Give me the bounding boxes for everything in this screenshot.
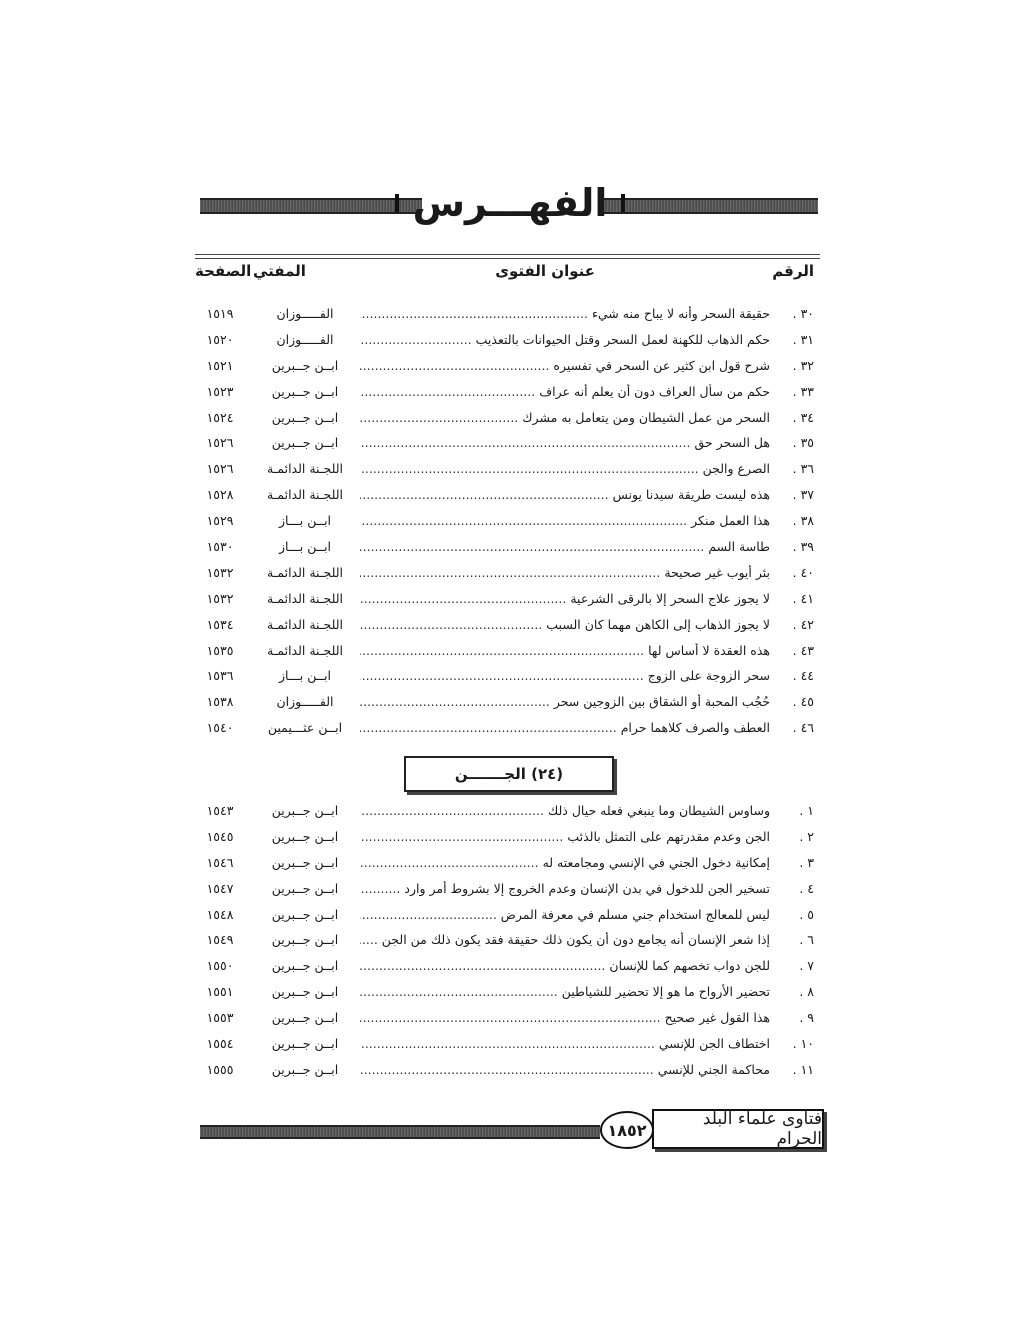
entry-mufti: ابــن جــبرين [271, 435, 339, 451]
fatwa-list-jinn [195, 799, 820, 1084]
entry-mufti: ابــن جــبرين [271, 984, 339, 1000]
entry-mufti: اللجـنة الدائمـة [267, 461, 343, 477]
entry-page: ١٥٣٢ [206, 564, 234, 580]
table-row [195, 431, 820, 457]
entry-number: ٣٥ . [792, 435, 814, 451]
entry-title: إذا شعر الإنسان أنه يجامع دون أن يكون ذلك حقيقة فقد يكون ذلك من الجن ..... [360, 932, 770, 947]
entry-title: لا يجوز الذهاب إلى الكاهن مهما كان السبب ..... [360, 617, 770, 632]
entry-number: ٣٣ . [792, 383, 814, 399]
entry-title: حقيقة السحر وأنه لا يباح منه شيء ..... [360, 306, 770, 321]
entry-page: ١٥٤٩ [206, 932, 234, 948]
entry-page: ١٥٤٠ [206, 720, 234, 736]
entry-mufti: ابــن جــبرين [271, 828, 339, 844]
entry-title: اختطاف الجن للإنسي ..... [360, 1036, 770, 1051]
entry-title: إمكانية دخول الجني في الإنسي ومجامعته له ..... [360, 855, 770, 870]
entry-page: ١٥١٩ [206, 306, 234, 321]
entry-title: محاكمة الجني للإنسي ..... [360, 1062, 770, 1077]
entry-number: ٣٧ . [792, 487, 814, 503]
entry-number: ٣١ . [792, 331, 814, 347]
entry-number: ٤٢ . [792, 616, 814, 632]
entry-title: السحر من عمل الشيطان ومن يتعامل به مشرك ..... [360, 410, 770, 425]
entry-page: ١٥٥١ [206, 984, 234, 1000]
entry-number: ١١ . [792, 1061, 814, 1077]
entry-page: ١٥٣٤ [206, 616, 234, 632]
table-row [195, 509, 820, 535]
entry-mufti: الفـــــوزان [276, 694, 334, 710]
entry-number: ٥ . [799, 906, 814, 922]
entry-mufti: ابــن جــبرين [271, 854, 339, 870]
entry-number: ٣٩ . [792, 539, 814, 555]
top-divider [195, 254, 820, 255]
entry-mufti: ابــن جــبرين [271, 906, 339, 922]
entry-page: ١٥٥٤ [206, 1036, 234, 1052]
entry-page: ١٥٢٨ [206, 487, 234, 503]
entry-number: ٤٦ . [792, 720, 814, 736]
entry-mufti: ابــن جــبرين [271, 803, 339, 818]
entry-title: هذه ليست طريقة سيدنا يونس ..... [360, 487, 770, 502]
entry-title: هذا القول غير صحيح ..... [360, 1010, 770, 1025]
entry-page: ١٥٢٩ [206, 513, 234, 529]
entry-mufti: الفـــــوزان [276, 331, 334, 347]
entry-page: ١٥٤٦ [206, 854, 234, 870]
table-row [195, 457, 820, 483]
entry-title: سحر الزوجة على الزوج ..... [360, 668, 770, 683]
entry-mufti: ابــن بـــاز [278, 513, 332, 529]
table-row [195, 1032, 820, 1058]
entry-page: ١٥٥٣ [206, 1010, 234, 1026]
entry-number: ٣٤ . [792, 409, 814, 425]
square-bullet-icon [395, 194, 399, 212]
header-rule-left [200, 198, 422, 214]
entry-mufti: ابــن جــبرين [271, 1010, 339, 1026]
entry-title: هل السحر حق ..... [360, 435, 770, 450]
table-row [195, 799, 820, 825]
entry-title: شرح قول ابن كثير عن السحر في تفسيره ..... [360, 358, 770, 373]
table-row [195, 406, 820, 432]
entry-page: ١٥٢٤ [206, 409, 234, 425]
entry-title: تحضير الأرواح ما هو إلا تحضير للشياطين ..... [360, 984, 770, 999]
entry-page: ١٥٣٦ [206, 668, 234, 684]
entry-number: ٤٣ . [792, 642, 814, 658]
entry-title: طاسة السم ..... [360, 539, 770, 554]
entry-title: بئر أيوب غير صحيحة ..... [360, 565, 770, 580]
entry-mufti: ابــن جــبرين [271, 357, 339, 373]
book-title-box: فتاوى علماء البلد الحرام [652, 1109, 824, 1149]
entry-page: ١٥٣٨ [206, 694, 234, 710]
table-row [195, 980, 820, 1006]
entry-page: ١٥٤٥ [206, 828, 234, 844]
table-row [195, 613, 820, 639]
entry-page: ١٥٢٦ [206, 435, 234, 451]
entry-number: ٣٨ . [792, 513, 814, 529]
entry-number: ٣٢ . [792, 357, 814, 373]
table-row [195, 354, 820, 380]
column-headers [195, 262, 820, 288]
entry-page: ١٥٤٨ [206, 906, 234, 922]
table-row [195, 483, 820, 509]
entry-page: ١٥٢٦ [206, 461, 234, 477]
entry-mufti: ابــن بـــاز [278, 539, 332, 555]
entry-mufti: ابــن جــبرين [271, 409, 339, 425]
entry-number: ٤٤ . [792, 668, 814, 684]
entry-title: الجن وعدم مقدرتهم على التمثل بالذئب ..... [360, 829, 770, 844]
entry-mufti: اللجـنة الدائمـة [267, 616, 343, 632]
entry-title: لا يجوز علاج السحر إلا بالرقى الشرعية ..... [360, 591, 770, 606]
section-name: الجـــــــن [454, 765, 526, 783]
entry-mufti: ابــن جــبرين [271, 1036, 339, 1052]
table-row [195, 716, 820, 742]
entry-title: الصرع والجن ..... [360, 461, 770, 476]
entry-mufti: ابــن جــبرين [271, 932, 339, 948]
entry-number: ٣ . [799, 854, 814, 870]
entry-title: حكم الذهاب للكهنة لعمل السحر وقتل الحيوانات بالتعذيب ..... [360, 332, 770, 347]
entry-page: ١٥٥٠ [206, 958, 234, 974]
page-number-oval: ١٨٥٢ [600, 1111, 654, 1149]
page-title: الفهـــرس [412, 181, 608, 225]
entry-mufti: اللجـنة الدائمـة [267, 642, 343, 658]
entry-number: ٣٠ . [792, 306, 814, 321]
entry-number: ٨ . [799, 984, 814, 1000]
top-divider-inner [195, 258, 820, 259]
table-row [195, 928, 820, 954]
table-row [195, 1006, 820, 1032]
index-header [412, 178, 608, 228]
column-header-number: الرقم [772, 262, 814, 280]
column-header-mufti: المفتي [253, 262, 306, 280]
entry-title: حكم من سأل العراف دون أن يعلم أنه عراف ..... [360, 384, 770, 399]
column-header-page: الصفحة [195, 262, 252, 280]
table-row [195, 535, 820, 561]
fatwa-list-sihr [195, 302, 820, 742]
entry-mufti: ابــن بـــاز [278, 668, 332, 684]
footer-rule [200, 1125, 600, 1139]
entry-number: ٩ . [799, 1010, 814, 1026]
entry-title: وساوس الشيطان وما ينبغي فعله حيال ذلك ..... [360, 803, 770, 818]
entry-number: ٦ . [799, 932, 814, 948]
entry-page: ١٥٣٢ [206, 590, 234, 606]
entry-number: ١ . [799, 803, 814, 818]
column-header-title: عنوان الفتوى [495, 262, 595, 280]
table-row [195, 1058, 820, 1084]
entry-title: هذه العقدة لا أساس لها ..... [360, 643, 770, 658]
table-row [195, 587, 820, 613]
table-row [195, 877, 820, 903]
entry-page: ١٥٤٧ [206, 880, 234, 896]
entry-number: ٢ . [799, 828, 814, 844]
section-heading-jinn [404, 756, 614, 792]
table-row [195, 954, 820, 980]
table-row [195, 664, 820, 690]
entry-title: للجن دواب تخصهم كما للإنسان ..... [360, 958, 770, 973]
entry-page: ١٥٥٥ [206, 1061, 234, 1077]
entry-mufti: ابــن عثـــيمين [267, 720, 343, 736]
table-row [195, 639, 820, 665]
entry-title: العطف والصرف كلاهما حرام ..... [360, 720, 770, 735]
entry-page: ١٥٣٥ [206, 642, 234, 658]
entry-number: ٤١ . [792, 590, 814, 606]
entry-mufti: الفـــــوزان [276, 306, 334, 321]
entry-page: ١٥٢١ [206, 357, 234, 373]
entry-mufti: اللجـنة الدائمـة [267, 564, 343, 580]
entry-mufti: ابــن جــبرين [271, 1061, 339, 1077]
entry-mufti: اللجـنة الدائمـة [267, 487, 343, 503]
entry-page: ١٥٤٣ [206, 803, 234, 818]
entry-number: ٤٥ . [792, 694, 814, 710]
header-rule-right [598, 198, 818, 214]
entry-mufti: ابــن جــبرين [271, 958, 339, 974]
entry-title: تسخير الجن للدخول في بدن الإنسان وعدم الخروج إلا بشروط أمر وارد ..... [360, 881, 770, 896]
entry-number: ٤٠ . [792, 564, 814, 580]
table-row [195, 851, 820, 877]
entry-page: ١٥٢٠ [206, 331, 234, 347]
entry-mufti: ابــن جــبرين [271, 383, 339, 399]
entry-page: ١٥٣٠ [206, 539, 234, 555]
square-bullet-icon [621, 194, 625, 212]
table-row [195, 561, 820, 587]
table-row [195, 825, 820, 851]
entry-mufti: اللجـنة الدائمـة [267, 590, 343, 606]
table-row [195, 380, 820, 406]
entry-number: ١٠ . [792, 1036, 814, 1052]
entry-number: ٤ . [799, 880, 814, 896]
section-number: (٢٤) [531, 765, 564, 783]
entry-page: ١٥٢٣ [206, 383, 234, 399]
table-row [195, 302, 820, 328]
entry-title: حُجُب المحبة أو الشقاق بين الزوجين سحر ..... [360, 694, 770, 709]
entry-title: هذا العمل منكر ..... [360, 513, 770, 528]
entry-title: ليس للمعالج استخدام جني مسلم في معرفة المرض ..... [360, 907, 770, 922]
table-row [195, 903, 820, 929]
table-row [195, 328, 820, 354]
entry-mufti: ابــن جــبرين [271, 880, 339, 896]
entry-number: ٣٦ . [792, 461, 814, 477]
table-row [195, 690, 820, 716]
entry-number: ٧ . [799, 958, 814, 974]
